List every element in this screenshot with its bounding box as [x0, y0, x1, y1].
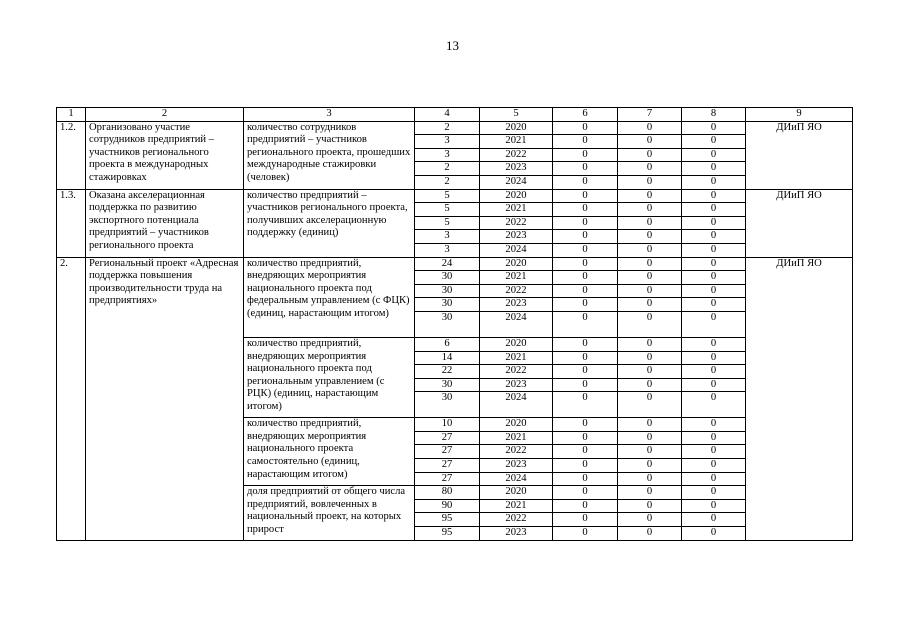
value-col-6: 0 [553, 472, 618, 486]
target-value: 10 [415, 418, 480, 432]
value-col-6: 0 [553, 121, 618, 135]
column-header: 4 [415, 108, 480, 122]
target-value: 30 [415, 378, 480, 392]
value-col-6: 0 [553, 418, 618, 432]
indicator-name: доля предприятий от общего числа предприятий, вовлеченных в национальный проект, на которых прирост [244, 486, 415, 540]
indicator-name: количество предприятий – участников регионального проекта, получивших акселерационную поддержку (единиц) [244, 189, 415, 257]
value-col-6: 0 [553, 392, 618, 418]
value-col-7: 0 [618, 148, 682, 162]
year-cell: 2024 [480, 311, 553, 337]
value-col-8: 0 [682, 486, 746, 500]
column-header: 6 [553, 108, 618, 122]
value-col-8: 0 [682, 392, 746, 418]
value-col-6: 0 [553, 284, 618, 298]
value-col-8: 0 [682, 203, 746, 217]
year-cell: 2022 [480, 216, 553, 230]
value-col-8: 0 [682, 230, 746, 244]
value-col-8: 0 [682, 431, 746, 445]
year-cell: 2023 [480, 459, 553, 473]
indicators-table [56, 107, 853, 541]
year-cell: 2022 [480, 148, 553, 162]
target-value: 2 [415, 175, 480, 189]
value-col-6: 0 [553, 175, 618, 189]
value-col-7: 0 [618, 135, 682, 149]
value-col-6: 0 [553, 513, 618, 527]
value-col-7: 0 [618, 365, 682, 379]
year-cell: 2023 [480, 298, 553, 312]
target-value: 5 [415, 189, 480, 203]
value-col-7: 0 [618, 459, 682, 473]
value-col-6: 0 [553, 337, 618, 351]
page-number: 13 [446, 38, 459, 53]
value-col-6: 0 [553, 311, 618, 337]
value-col-6: 0 [553, 203, 618, 217]
value-col-6: 0 [553, 445, 618, 459]
target-value: 80 [415, 486, 480, 500]
year-cell: 2024 [480, 472, 553, 486]
value-col-8: 0 [682, 121, 746, 135]
column-header: 7 [618, 108, 682, 122]
year-cell: 2024 [480, 243, 553, 257]
value-col-6: 0 [553, 148, 618, 162]
value-col-8: 0 [682, 135, 746, 149]
table-row [57, 121, 853, 135]
value-col-7: 0 [618, 162, 682, 176]
value-col-8: 0 [682, 148, 746, 162]
section-number: 1.2. [57, 121, 86, 189]
value-col-6: 0 [553, 271, 618, 285]
value-col-7: 0 [618, 216, 682, 230]
executor: ДИиП ЯО [746, 121, 853, 189]
target-value: 30 [415, 271, 480, 285]
target-value: 24 [415, 257, 480, 271]
value-col-7: 0 [618, 175, 682, 189]
value-col-6: 0 [553, 257, 618, 271]
value-col-8: 0 [682, 243, 746, 257]
year-cell: 2020 [480, 486, 553, 500]
value-col-7: 0 [618, 284, 682, 298]
activity-name: Региональный проект «Адресная поддержка повышения производительности труда на предприятиях» [86, 257, 244, 540]
year-cell: 2022 [480, 284, 553, 298]
year-cell: 2022 [480, 513, 553, 527]
target-value: 14 [415, 351, 480, 365]
column-header: 8 [682, 108, 746, 122]
value-col-6: 0 [553, 378, 618, 392]
year-cell: 2020 [480, 189, 553, 203]
year-cell: 2020 [480, 337, 553, 351]
column-header: 5 [480, 108, 553, 122]
value-col-7: 0 [618, 311, 682, 337]
year-cell: 2021 [480, 203, 553, 217]
value-col-7: 0 [618, 486, 682, 500]
target-value: 5 [415, 216, 480, 230]
target-value: 3 [415, 148, 480, 162]
header-row [57, 108, 853, 122]
column-header: 3 [244, 108, 415, 122]
table-row [57, 257, 853, 271]
target-value: 3 [415, 243, 480, 257]
value-col-8: 0 [682, 284, 746, 298]
value-col-6: 0 [553, 486, 618, 500]
value-col-8: 0 [682, 257, 746, 271]
activity-name: Организовано участие сотрудников предприятий – участников регионального проекта в международных стажировках [86, 121, 244, 189]
value-col-7: 0 [618, 527, 682, 541]
value-col-7: 0 [618, 472, 682, 486]
year-cell: 2021 [480, 135, 553, 149]
year-cell: 2021 [480, 431, 553, 445]
target-value: 2 [415, 162, 480, 176]
target-value: 90 [415, 499, 480, 513]
value-col-8: 0 [682, 175, 746, 189]
value-col-6: 0 [553, 459, 618, 473]
value-col-7: 0 [618, 189, 682, 203]
value-col-7: 0 [618, 445, 682, 459]
year-cell: 2022 [480, 365, 553, 379]
table-body [57, 108, 853, 541]
target-value: 27 [415, 431, 480, 445]
value-col-8: 0 [682, 459, 746, 473]
year-cell: 2020 [480, 418, 553, 432]
indicator-name: количество предприятий, внедряющих мероприятия национального проекта под региональным управлением (с РЦК) (единиц, нарастающим итогом) [244, 337, 415, 417]
value-col-7: 0 [618, 203, 682, 217]
target-value: 5 [415, 203, 480, 217]
target-value: 3 [415, 230, 480, 244]
value-col-7: 0 [618, 121, 682, 135]
value-col-6: 0 [553, 431, 618, 445]
year-cell: 2023 [480, 378, 553, 392]
year-cell: 2023 [480, 162, 553, 176]
value-col-8: 0 [682, 189, 746, 203]
target-value: 30 [415, 298, 480, 312]
value-col-8: 0 [682, 513, 746, 527]
value-col-6: 0 [553, 189, 618, 203]
value-col-7: 0 [618, 351, 682, 365]
indicator-name: количество сотрудников предприятий – участников регионального проекта, прошедших международные стажировки (человек) [244, 121, 415, 189]
value-col-8: 0 [682, 351, 746, 365]
year-cell: 2021 [480, 351, 553, 365]
value-col-6: 0 [553, 499, 618, 513]
target-value: 27 [415, 472, 480, 486]
indicator-name: количество предприятий, внедряющих мероприятия национального проекта под федеральным управлением (с ФЦК) (единиц, нарастающим итогом) [244, 257, 415, 337]
table-row [57, 189, 853, 203]
value-col-8: 0 [682, 378, 746, 392]
target-value: 30 [415, 284, 480, 298]
section-number: 1.3. [57, 189, 86, 257]
year-cell: 2023 [480, 230, 553, 244]
value-col-7: 0 [618, 392, 682, 418]
value-col-8: 0 [682, 162, 746, 176]
indicator-name: количество предприятий, внедряющих мероприятия национального проекта самостоятельно (единиц, нарастающим итогом) [244, 418, 415, 486]
target-value: 95 [415, 513, 480, 527]
target-value: 6 [415, 337, 480, 351]
value-col-8: 0 [682, 216, 746, 230]
year-cell: 2023 [480, 527, 553, 541]
value-col-8: 0 [682, 365, 746, 379]
year-cell: 2024 [480, 175, 553, 189]
column-header: 2 [86, 108, 244, 122]
value-col-8: 0 [682, 311, 746, 337]
value-col-8: 0 [682, 445, 746, 459]
column-header: 9 [746, 108, 853, 122]
target-value: 27 [415, 459, 480, 473]
value-col-7: 0 [618, 499, 682, 513]
target-value: 2 [415, 121, 480, 135]
value-col-7: 0 [618, 257, 682, 271]
value-col-6: 0 [553, 230, 618, 244]
year-cell: 2021 [480, 271, 553, 285]
value-col-6: 0 [553, 365, 618, 379]
value-col-7: 0 [618, 243, 682, 257]
value-col-7: 0 [618, 271, 682, 285]
value-col-7: 0 [618, 298, 682, 312]
value-col-6: 0 [553, 351, 618, 365]
target-value: 22 [415, 365, 480, 379]
value-col-7: 0 [618, 513, 682, 527]
year-cell: 2020 [480, 121, 553, 135]
year-cell: 2021 [480, 499, 553, 513]
target-value: 3 [415, 135, 480, 149]
value-col-6: 0 [553, 298, 618, 312]
target-value: 30 [415, 392, 480, 418]
target-value: 30 [415, 311, 480, 337]
year-cell: 2022 [480, 445, 553, 459]
value-col-6: 0 [553, 243, 618, 257]
value-col-8: 0 [682, 472, 746, 486]
value-col-8: 0 [682, 499, 746, 513]
value-col-8: 0 [682, 298, 746, 312]
executor: ДИиП ЯО [746, 189, 853, 257]
column-header: 1 [57, 108, 86, 122]
value-col-6: 0 [553, 527, 618, 541]
value-col-6: 0 [553, 162, 618, 176]
value-col-7: 0 [618, 418, 682, 432]
value-col-8: 0 [682, 337, 746, 351]
value-col-8: 0 [682, 527, 746, 541]
activity-name: Оказана акселерационная поддержка по развитию экспортного потенциала предприятий – участников регионального проекта [86, 189, 244, 257]
value-col-8: 0 [682, 271, 746, 285]
section-number: 2. [57, 257, 86, 540]
executor: ДИиП ЯО [746, 257, 853, 540]
value-col-7: 0 [618, 378, 682, 392]
year-cell: 2024 [480, 392, 553, 418]
value-col-6: 0 [553, 135, 618, 149]
value-col-6: 0 [553, 216, 618, 230]
value-col-7: 0 [618, 431, 682, 445]
value-col-8: 0 [682, 418, 746, 432]
value-col-7: 0 [618, 337, 682, 351]
target-value: 95 [415, 527, 480, 541]
value-col-7: 0 [618, 230, 682, 244]
target-value: 27 [415, 445, 480, 459]
year-cell: 2020 [480, 257, 553, 271]
